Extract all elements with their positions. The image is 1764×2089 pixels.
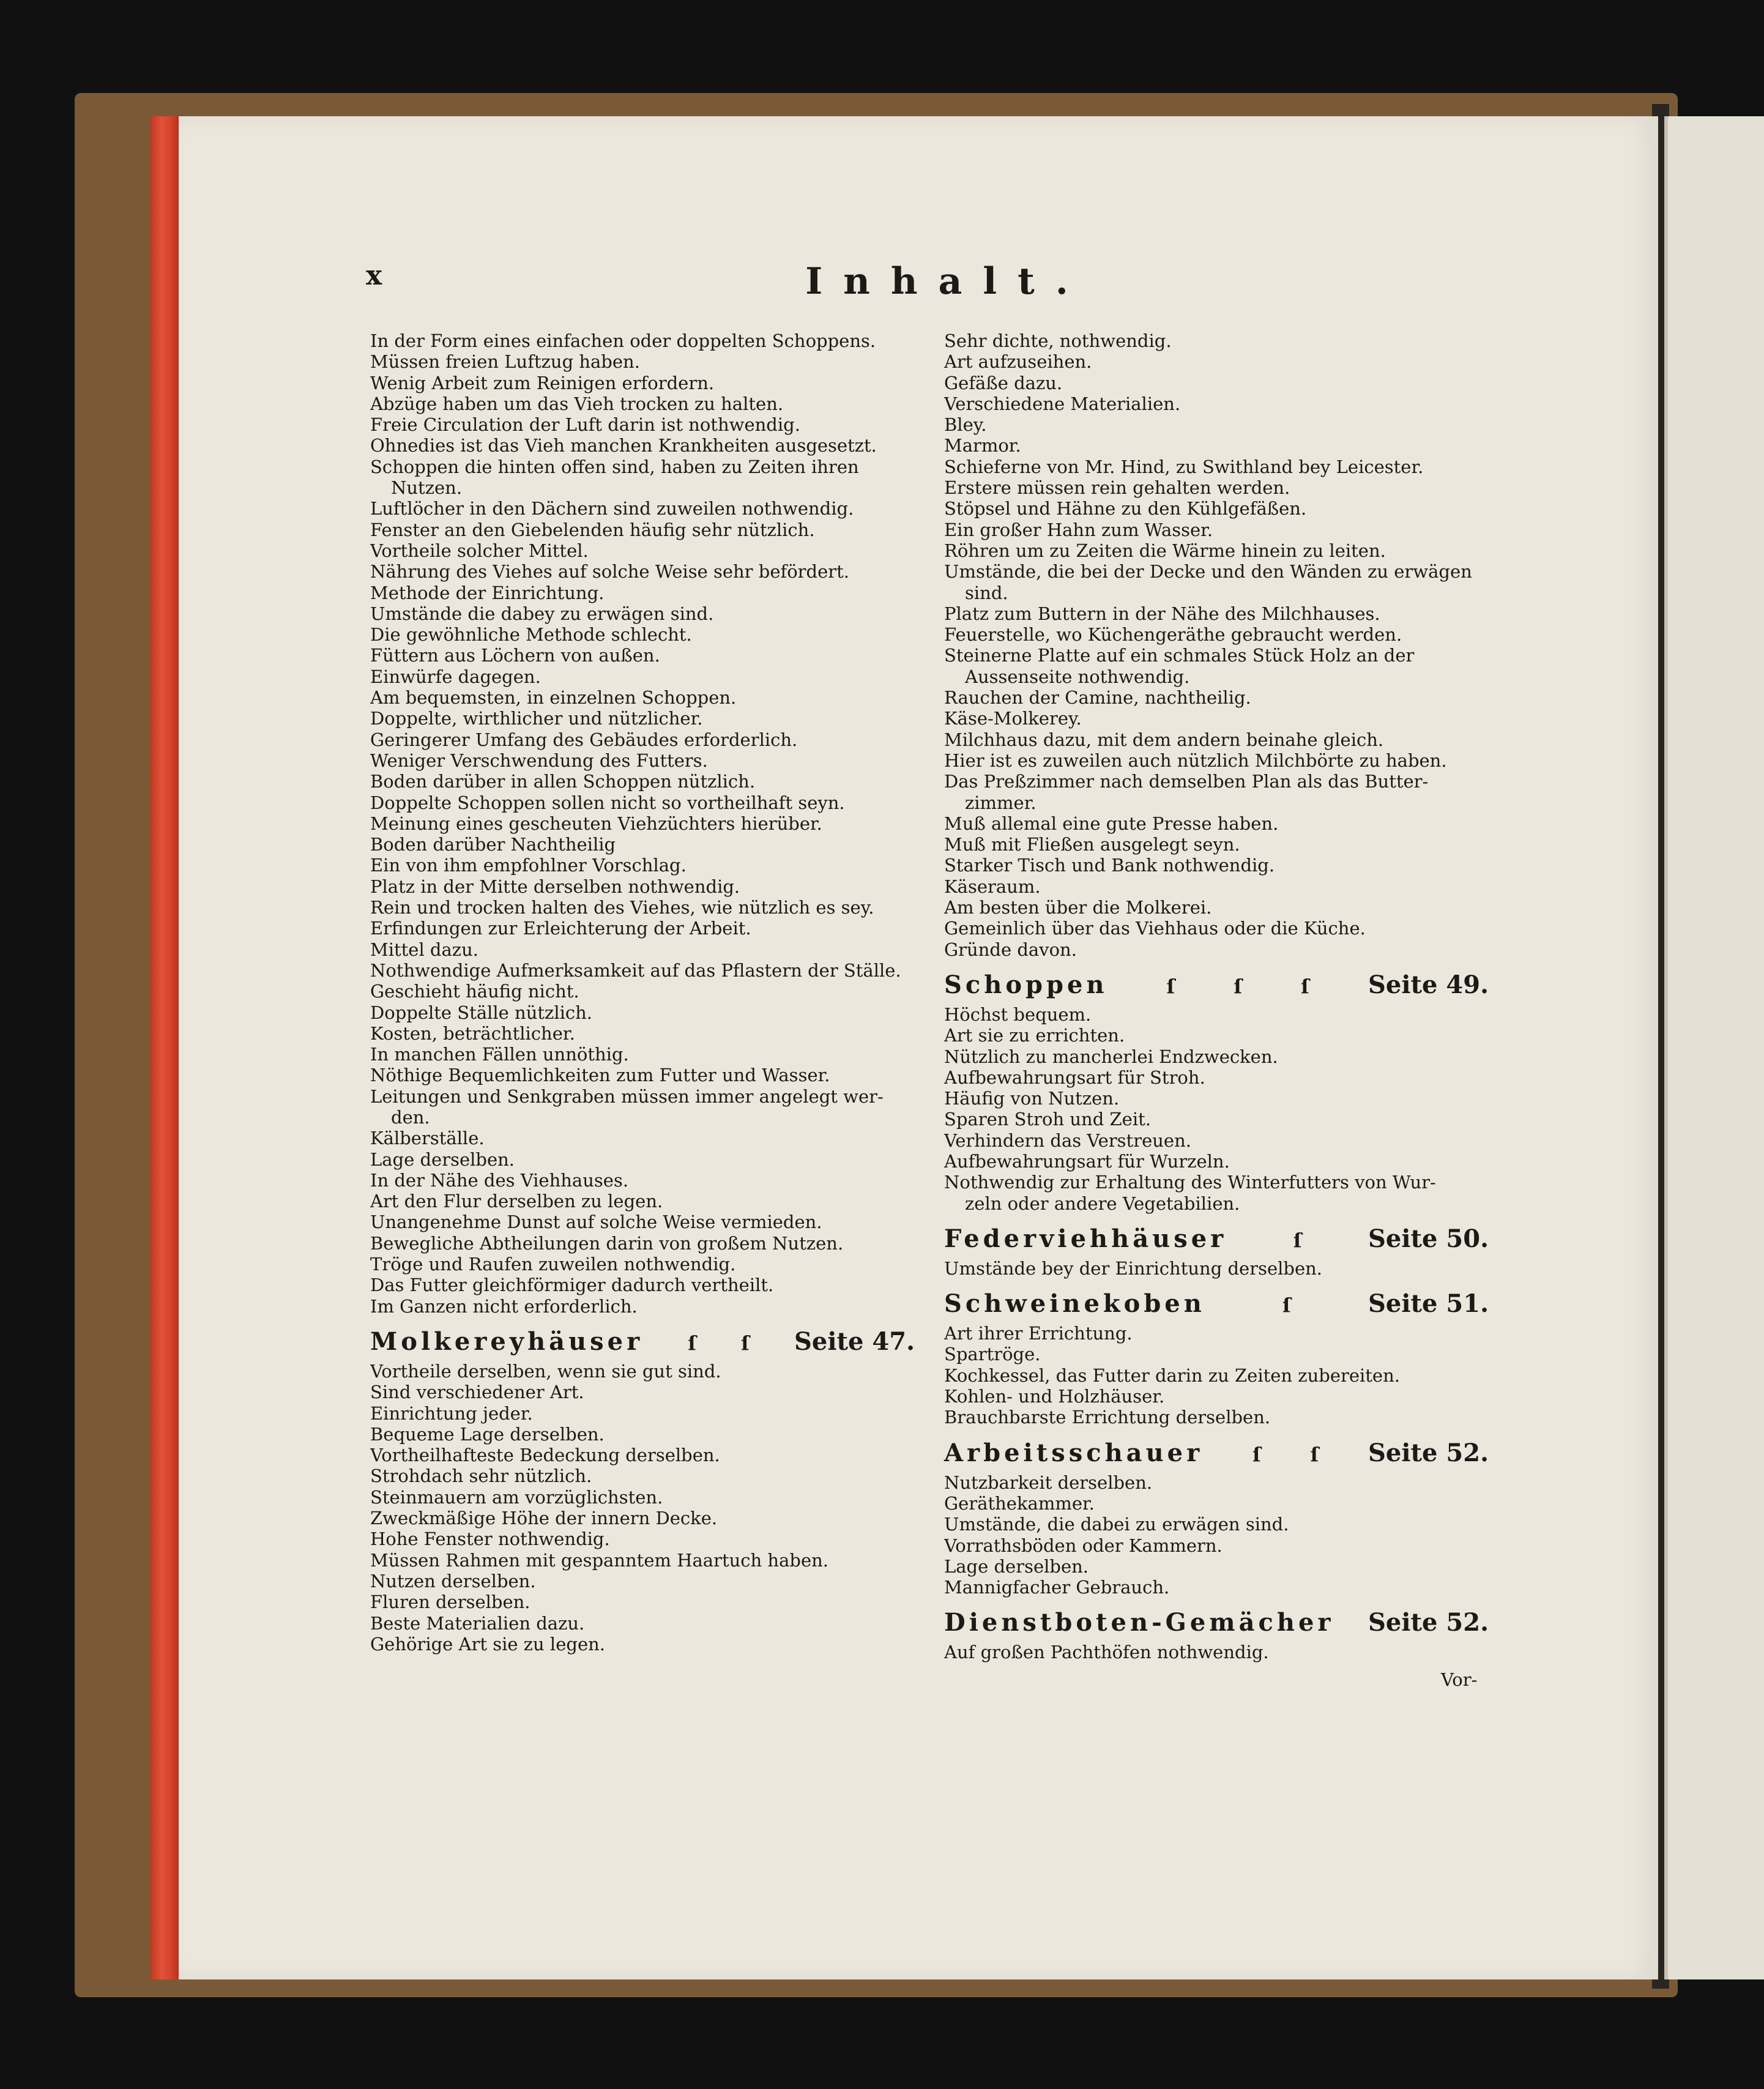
- toc-entry-continuation: den.: [391, 1106, 430, 1128]
- toc-entry: Müssen Rahmen mit gespanntem Haartuch haben.: [370, 1549, 829, 1571]
- section-title: Federviehhäuser: [944, 1224, 1227, 1253]
- toc-entry: In der Form eines einfachen oder doppelten Schoppens.: [370, 330, 876, 351]
- toc-entry: Rein und trocken halten des Viehes, wie nützlich es sey.: [370, 897, 874, 918]
- toc-entry: Abzüge haben um das Vieh trocken zu halten.: [370, 393, 784, 414]
- toc-entry: Bequeme Lage derselben.: [370, 1423, 605, 1445]
- section-title: Schoppen: [944, 970, 1108, 999]
- toc-entry: Vortheilhafteste Bedeckung derselben.: [370, 1445, 720, 1466]
- leader-mark: ſ: [1282, 1294, 1291, 1317]
- toc-entry: Bewegliche Abtheilungen darin von großem Nutzen.: [370, 1232, 844, 1254]
- left-column: [370, 330, 915, 1655]
- section-leader-marks: [643, 1327, 794, 1360]
- toc-entry: Käseraum.: [944, 876, 1041, 897]
- section-schoppen: [944, 969, 1489, 1002]
- toc-entry: Kosten, beträchtlicher.: [370, 1022, 575, 1044]
- section-page-ref: Seite 51.: [1368, 1289, 1489, 1319]
- toc-entry: Umstände, die dabei zu erwägen sind.: [944, 1514, 1289, 1535]
- left-entries-b: [370, 1361, 915, 1655]
- toc-entry: Methode der Einrichtung.: [370, 582, 605, 603]
- page-header: [366, 260, 1467, 303]
- toc-entry: In der Nähe des Viehhauses.: [370, 1169, 629, 1191]
- toc-entry: Nützlich zu mancherlei Endzwecken.: [944, 1046, 1278, 1067]
- toc-entry: Steinerne Platte auf ein schmales Stück Holz an der: [944, 645, 1415, 666]
- red-page-edges: [151, 116, 179, 1979]
- section-title: Schweinekoben: [944, 1289, 1205, 1319]
- toc-entry: Wenig Arbeit zum Reinigen erfordern.: [370, 372, 715, 393]
- toc-entry: Art sie zu errichten.: [944, 1025, 1125, 1046]
- section-page-ref: Seite 52.: [1368, 1608, 1489, 1637]
- toc-entry: Hier ist es zuweilen auch nützlich Milchbörte zu haben.: [944, 750, 1447, 771]
- toc-entry: Feuerstelle, wo Küchengeräthe gebraucht werden.: [944, 624, 1402, 646]
- toc-entry: Boden darüber in allen Schoppen nützlich.: [370, 771, 756, 792]
- leader-mark: ſ: [1252, 1442, 1261, 1466]
- leader-mark: ſ: [1234, 974, 1243, 998]
- toc-entry: Am bequemsten, in einzelnen Schoppen.: [370, 687, 737, 709]
- section-arbeitsschauer: [944, 1437, 1489, 1470]
- toc-entry: Muß mit Fließen ausgelegt seyn.: [944, 834, 1240, 855]
- toc-entry: Vortheile solcher Mittel.: [370, 540, 589, 561]
- right-entries-f: [944, 1642, 1489, 1663]
- toc-entry: Müssen freien Luftzug haben.: [370, 351, 640, 373]
- toc-entry: Gehörige Art sie zu legen.: [370, 1633, 605, 1655]
- toc-entry: Beste Materialien dazu.: [370, 1612, 585, 1634]
- toc-entry: Aufbewahrungsart für Stroh.: [944, 1067, 1205, 1088]
- section-leader-marks: [1205, 1289, 1368, 1322]
- section-title: Dienstboten-Gemächer: [944, 1608, 1334, 1637]
- right-entries-c: [944, 1258, 1489, 1279]
- toc-entry: Muß allemal eine gute Presse haben.: [944, 813, 1279, 834]
- section-leader-marks: [1107, 970, 1368, 1003]
- toc-entry: Kälberställe.: [370, 1128, 485, 1149]
- toc-entry: Einrichtung jeder.: [370, 1402, 533, 1424]
- facing-page-edge: [1664, 116, 1764, 1979]
- page-number: x: [366, 260, 382, 291]
- toc-entry: Gemeinlich über das Viehhaus oder die Küche.: [944, 918, 1366, 939]
- toc-entry: Spartröge.: [944, 1344, 1041, 1365]
- toc-entry: Doppelte, wirthlicher und nützlicher.: [370, 708, 703, 729]
- toc-entry: Umstände bey der Einrichtung derselben.: [944, 1257, 1323, 1279]
- section-molkereyhaeuser: [370, 1325, 915, 1358]
- toc-entry: Geringerer Umfang des Gebäudes erforderlich.: [370, 729, 798, 750]
- toc-entry: Weniger Verschwendung des Futters.: [370, 750, 708, 771]
- section-title: Arbeitsschauer: [944, 1438, 1204, 1467]
- toc-entry: Luftlöcher in den Dächern sind zuweilen nothwendig.: [370, 498, 854, 519]
- section-schweinekoben: [944, 1287, 1489, 1320]
- toc-entry: Mittel dazu.: [370, 939, 478, 960]
- toc-entry: Nutzbarkeit derselben.: [944, 1472, 1153, 1493]
- toc-entry: Doppelte Ställe nützlich.: [370, 1002, 593, 1023]
- toc-entry: Erfindungen zur Erleichterung der Arbeit.: [370, 918, 751, 939]
- toc-entry: Art den Flur derselben zu legen.: [370, 1191, 663, 1212]
- toc-entry-continuation: zeln oder andere Vegetabilien.: [965, 1193, 1240, 1214]
- toc-entry: Sind verschiedener Art.: [370, 1382, 584, 1403]
- toc-entry: Gründe davon.: [944, 939, 1077, 960]
- toc-entry: Käse-Molkerey.: [944, 708, 1082, 729]
- toc-entry: Verhindern das Verstreuen.: [944, 1130, 1191, 1151]
- toc-entry: Meinung eines gescheuten Viehzüchters hierüber.: [370, 813, 822, 834]
- toc-entry: Nothwendig zur Erhaltung des Winterfutters von Wur-: [944, 1172, 1436, 1193]
- toc-entry: Einwürfe dagegen.: [370, 666, 541, 687]
- section-page-ref: Seite 50.: [1368, 1224, 1489, 1253]
- toc-entry: Zweckmäßige Höhe der innern Decke.: [370, 1508, 718, 1529]
- toc-entry: Am besten über die Molkerei.: [944, 897, 1212, 918]
- toc-entry: Das Futter gleichförmiger dadurch vertheilt.: [370, 1275, 774, 1296]
- page-title: Inhalt.: [805, 260, 1089, 303]
- right-column: [944, 330, 1489, 1663]
- catchword: Vor-: [1441, 1669, 1478, 1690]
- toc-entry: Lage derselben.: [944, 1555, 1089, 1577]
- toc-entry: Brauchbarste Errichtung derselben.: [944, 1407, 1271, 1428]
- toc-entry-continuation: Nutzen.: [391, 477, 463, 499]
- toc-entry: Röhren um zu Zeiten die Wärme hinein zu leiten.: [944, 540, 1386, 561]
- toc-entry-continuation: Aussenseite nothwendig.: [965, 666, 1190, 687]
- toc-entry: Vortheile derselben, wenn sie gut sind.: [370, 1360, 721, 1382]
- toc-entry: Kochkessel, das Futter darin zu Zeiten zubereiten.: [944, 1365, 1400, 1386]
- toc-entry: Doppelte Schoppen sollen nicht so vortheilhaft seyn.: [370, 792, 845, 813]
- toc-entry: Umstände die dabey zu erwägen sind.: [370, 603, 714, 624]
- toc-entry: Art ihrer Errichtung.: [944, 1323, 1133, 1344]
- toc-entry: Vorrathsböden oder Kammern.: [944, 1535, 1223, 1556]
- toc-entry: Ein von ihm empfohlner Vorschlag.: [370, 855, 687, 876]
- toc-entry: Fenster an den Giebelenden häufig sehr nützlich.: [370, 519, 815, 540]
- toc-entry: Hohe Fenster nothwendig.: [370, 1529, 610, 1550]
- right-entries-d: [944, 1323, 1489, 1428]
- toc-entry: Die gewöhnliche Methode schlecht.: [370, 624, 692, 646]
- toc-entry: Tröge und Raufen zuweilen nothwendig.: [370, 1254, 736, 1275]
- toc-entry: Art aufzuseihen.: [944, 351, 1092, 373]
- right-entries-a: [944, 330, 1489, 960]
- toc-entry: Sehr dichte, nothwendig.: [944, 330, 1172, 351]
- toc-entry: Fluren derselben.: [370, 1592, 530, 1613]
- toc-entry: Nöthige Bequemlichkeiten zum Futter und Wasser.: [370, 1065, 830, 1086]
- section-page-ref: Seite 52.: [1368, 1438, 1489, 1467]
- toc-entry: Umstände, die bei der Decke und den Wänden zu erwägen: [944, 561, 1472, 583]
- toc-entry: In manchen Fällen unnöthig.: [370, 1044, 629, 1065]
- toc-entry: Stöpsel und Hähne zu den Kühlgefäßen.: [944, 498, 1307, 519]
- toc-entry-continuation: zimmer.: [965, 792, 1036, 813]
- section-leader-marks: [1227, 1224, 1368, 1257]
- toc-entry: Verschiedene Materialien.: [944, 393, 1181, 414]
- toc-entry: Ein großer Hahn zum Wasser.: [944, 519, 1213, 540]
- section-page-ref: Seite 47.: [794, 1327, 915, 1356]
- toc-entry: Das Preßzimmer nach demselben Plan als das Butter-: [944, 771, 1429, 792]
- section-dienstboten-gemaecher: [944, 1606, 1489, 1639]
- toc-entry: Nutzen derselben.: [370, 1570, 536, 1592]
- toc-entry: Unangenehme Dunst auf solche Weise vermieden.: [370, 1212, 822, 1233]
- toc-entry: Im Ganzen nicht erforderlich.: [370, 1295, 638, 1317]
- toc-entry: Nährung des Viehes auf solche Weise sehr befördert.: [370, 561, 849, 583]
- toc-entry: Häufig von Nutzen.: [944, 1088, 1120, 1109]
- leader-mark: ſ: [1166, 974, 1175, 998]
- toc-entry: Füttern aus Löchern von außen.: [370, 645, 660, 666]
- toc-entry: Bley.: [944, 414, 987, 436]
- section-page-ref: Seite 49.: [1368, 970, 1489, 999]
- toc-entry: Erstere müssen rein gehalten werden.: [944, 477, 1290, 499]
- toc-entry: Auf großen Pachthöfen nothwendig.: [944, 1642, 1269, 1663]
- toc-entry: Rauchen der Camine, nachtheilig.: [944, 687, 1251, 709]
- toc-entry: Strohdach sehr nützlich.: [370, 1465, 592, 1487]
- toc-entry: Mannigfacher Gebrauch.: [944, 1577, 1170, 1598]
- toc-entry: Platz zum Buttern in der Nähe des Milchhauses.: [944, 603, 1380, 624]
- toc-entry: Aufbewahrungsart für Wurzeln.: [944, 1150, 1230, 1172]
- section-title: Molkereyhäuser: [370, 1327, 644, 1356]
- leader-mark: ſ: [1310, 1442, 1319, 1466]
- toc-entry: Schoppen die hinten offen sind, haben zu Zeiten ihren: [370, 456, 859, 477]
- toc-entry: Steinmauern am vorzüglichsten.: [370, 1486, 663, 1508]
- right-entries-b: [944, 1004, 1489, 1214]
- leader-mark: ſ: [688, 1331, 697, 1355]
- section-federviehhaeuser: [944, 1223, 1489, 1256]
- toc-entry: Ohnedies ist das Vieh manchen Krankheiten ausgesetzt.: [370, 435, 877, 456]
- toc-entry: Höchst bequem.: [944, 1004, 1092, 1025]
- left-entries-a: [370, 330, 915, 1317]
- toc-entry-continuation: sind.: [965, 582, 1008, 603]
- toc-entry: Boden darüber Nachtheilig: [370, 834, 616, 855]
- right-entries-e: [944, 1472, 1489, 1598]
- toc-entry: Starker Tisch und Bank nothwendig.: [944, 855, 1275, 876]
- leader-mark: ſ: [1301, 974, 1309, 998]
- toc-entry: Marmor.: [944, 435, 1021, 456]
- toc-entry: Geräthekammer.: [944, 1492, 1095, 1514]
- toc-entry: Platz in der Mitte derselben nothwendig.: [370, 876, 740, 897]
- leader-mark: ſ: [741, 1331, 750, 1355]
- toc-entry: Gefäße dazu.: [944, 372, 1063, 393]
- toc-entry: Sparen Stroh und Zeit.: [944, 1109, 1151, 1130]
- toc-entry: Geschieht häufig nicht.: [370, 981, 579, 1002]
- toc-entry: Nothwendige Aufmerksamkeit auf das Pflastern der Ställe.: [370, 959, 901, 981]
- toc-entry: Schieferne von Mr. Hind, zu Swithland bey Leicester.: [944, 456, 1424, 477]
- toc-entry: Lage derselben.: [370, 1149, 515, 1170]
- toc-entry: Freie Circulation der Luft darin ist nothwendig.: [370, 414, 800, 436]
- toc-entry: Leitungen und Senkgraben müssen immer angelegt wer-: [370, 1085, 884, 1107]
- toc-entry: Milchhaus dazu, mit dem andern beinahe gleich.: [944, 729, 1384, 750]
- section-leader-marks: [1203, 1438, 1368, 1471]
- toc-entry: Kohlen- und Holzhäuser.: [944, 1386, 1165, 1407]
- leader-mark: ſ: [1293, 1228, 1302, 1252]
